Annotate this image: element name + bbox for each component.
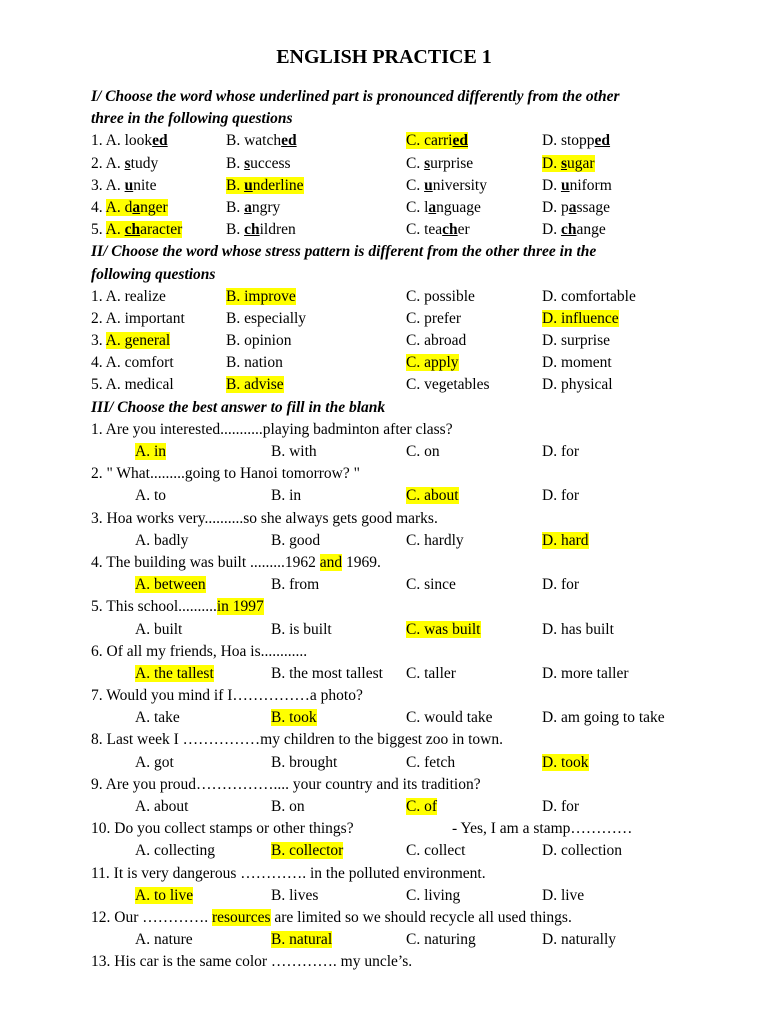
option: C. naturing — [406, 931, 476, 949]
option: B. success — [226, 154, 291, 172]
underlined-sound: a — [568, 198, 577, 216]
underlined-sound: s — [424, 154, 431, 172]
option: C. would take — [406, 709, 493, 727]
options-row — [91, 485, 751, 507]
answer-highlight: B. underline — [226, 176, 304, 194]
option: A. nature — [135, 931, 193, 949]
underlined-sound: a — [428, 198, 437, 216]
option — [226, 175, 304, 197]
question-row — [91, 130, 751, 152]
question-text — [91, 463, 751, 485]
option: A. take — [135, 709, 180, 727]
option: C. on — [406, 443, 440, 460]
question-stem: 8. Last week I ……………my children to the biggest zoo in town. — [91, 731, 503, 749]
option: A. about — [135, 798, 189, 815]
option — [406, 485, 459, 507]
option — [271, 840, 343, 862]
underlined-sound: u — [560, 176, 570, 194]
option — [271, 707, 317, 729]
option: A. got — [135, 753, 174, 771]
option — [542, 308, 619, 330]
option — [135, 441, 166, 463]
question-stem: 7. Would you mind if I……………a photo? — [91, 687, 363, 705]
worksheet-content — [91, 86, 751, 974]
option: C. collect — [406, 842, 466, 860]
question-text — [91, 685, 751, 707]
underlined-sound: u — [244, 176, 253, 194]
option — [406, 130, 468, 152]
option: D. uniform — [542, 176, 612, 194]
option: B. on — [271, 798, 305, 815]
question-row — [91, 197, 751, 219]
option — [226, 374, 284, 396]
question-stem: 2. " What.........going to Hanoi tomorrow? " — [91, 465, 360, 483]
underlined-sound: ch — [244, 221, 260, 239]
option — [542, 153, 595, 175]
question-row — [91, 374, 751, 396]
underlined-sound: u — [124, 176, 134, 194]
option — [135, 885, 193, 907]
question-text — [91, 596, 751, 618]
option: D. for — [542, 576, 580, 594]
option: B. brought — [271, 753, 338, 771]
option: C. abroad — [406, 332, 467, 350]
question-text — [91, 774, 751, 796]
question-text — [91, 907, 751, 929]
options-row — [91, 530, 751, 552]
question-row — [91, 175, 751, 197]
option — [406, 796, 437, 818]
option: B. is built — [271, 620, 332, 638]
option: 1. A. realize — [91, 287, 166, 305]
option: D. passage — [542, 198, 611, 216]
question-stem: 9. Are you proud…………….... your country and its tradition? — [91, 775, 481, 793]
option: C. language — [406, 198, 481, 216]
option: B. children — [226, 221, 296, 239]
options-row — [91, 441, 751, 463]
answer-highlight: B. collector — [271, 842, 344, 860]
options-row — [91, 707, 751, 729]
question-stem: 1. Are you interested...........playing badminton after class? — [91, 420, 453, 438]
options-row — [91, 840, 751, 862]
option: C. since — [406, 576, 456, 594]
underlined-sound: ed — [152, 132, 168, 150]
option: C. vegetables — [406, 376, 490, 394]
page-title: ENGLISH PRACTICE 1 — [276, 46, 492, 68]
question-row — [91, 286, 751, 308]
option: D. live — [542, 886, 585, 904]
answer-highlight: C. carried — [406, 132, 468, 150]
question-row — [91, 308, 751, 330]
answer-highlight: D. hard — [542, 531, 589, 549]
answer-highlight: C. of — [406, 798, 437, 815]
underlined-sound: ed — [281, 132, 297, 150]
option: C. teacher — [406, 221, 470, 239]
question-stem: 12. Our …………. resources are limited so we should recycle all used things. — [91, 908, 572, 926]
options-row — [91, 663, 751, 685]
answer-highlight: A. the tallest — [135, 664, 214, 682]
option: A. built — [135, 620, 183, 638]
option — [135, 574, 206, 596]
option: D. change — [542, 221, 606, 239]
option: D. physical — [542, 376, 613, 394]
option: C. hardly — [406, 531, 464, 549]
option: C. surprise — [406, 154, 474, 172]
section-heading: I/ Choose the word whose underlined part is pronounced differently from the other — [91, 88, 620, 105]
option — [542, 752, 589, 774]
underlined-sound: ch — [442, 221, 458, 239]
question-row — [91, 219, 751, 241]
option: C. prefer — [406, 309, 462, 327]
option: D. am going to take — [542, 709, 665, 727]
answer-highlight: D. took — [542, 753, 589, 771]
option: 5. A. character — [91, 221, 183, 239]
option: A. badly — [135, 531, 189, 549]
answer-highlight: A. character — [105, 221, 183, 239]
question-stem: 3. Hoa works very..........so she always gets good marks. — [91, 509, 438, 527]
option: D. moment — [542, 354, 612, 372]
section-3-heading — [91, 397, 751, 419]
underlined-sound: u — [424, 176, 433, 194]
underlined-sound: a — [132, 198, 141, 216]
question-row — [91, 153, 751, 175]
section-heading: III/ Choose the best answer to fill in the blank — [91, 398, 386, 416]
option: 4. A. comfort — [91, 354, 174, 372]
question-text — [91, 729, 751, 751]
option: C. university — [406, 176, 487, 194]
option: 2. A. study — [91, 154, 159, 172]
answer-highlight: A. danger — [105, 198, 168, 216]
option: D. for — [542, 487, 580, 505]
option: 5. A. medical — [91, 376, 174, 394]
answer-highlight: D. influence — [542, 309, 619, 327]
underlined-sound: s — [244, 154, 251, 172]
option: B. in — [271, 487, 302, 505]
option: 1. A. looked — [91, 132, 168, 150]
answer-highlight: B. took — [271, 709, 317, 727]
answer-highlight: A. to live — [135, 886, 194, 904]
option: B. from — [271, 576, 320, 594]
answer-highlight: C. about — [406, 487, 459, 505]
question-text — [91, 641, 751, 663]
option — [271, 929, 332, 951]
option: B. especially — [226, 309, 307, 327]
option: D. stopped — [542, 132, 611, 150]
options-row — [91, 929, 751, 951]
options-row — [91, 885, 751, 907]
highlight: and — [319, 553, 343, 571]
section-heading: following questions — [91, 265, 216, 283]
question-text — [91, 508, 751, 530]
option: D. for — [542, 443, 580, 460]
underlined-sound: ed — [594, 132, 611, 150]
option — [406, 619, 481, 641]
answer-highlight: D. sugar — [542, 154, 595, 172]
option: B. with — [271, 443, 317, 460]
question-stem: 6. Of all my friends, Hoa is............ — [91, 642, 308, 660]
option: D. surprise — [542, 332, 611, 350]
option: C. living — [406, 886, 461, 904]
option — [135, 663, 214, 685]
option: D. more taller — [542, 664, 629, 682]
question-stem: 10. Do you collect stamps or other things? — [91, 820, 354, 838]
question-text — [91, 951, 751, 973]
option: B. watched — [226, 132, 297, 150]
options-row — [91, 574, 751, 596]
question-stem: 5. This school..........in 1997 — [91, 598, 264, 616]
option: B. angry — [226, 198, 281, 216]
question-stem: 13. His car is the same color …………. my uncle’s. — [91, 953, 413, 971]
option — [406, 352, 459, 374]
section-heading: II/ Choose the word whose stress pattern is different from the other three in the — [91, 243, 597, 261]
underlined-sound: s — [560, 154, 567, 172]
option: A. to — [135, 487, 166, 505]
option: B. opinion — [226, 332, 292, 350]
answer-highlight: A. in — [135, 443, 166, 460]
underlined-sound: s — [124, 154, 131, 172]
option: 4. A. danger — [91, 198, 168, 216]
question-row — [91, 352, 751, 374]
option: 3. A. general — [91, 332, 171, 350]
option: C. possible — [406, 287, 475, 305]
underlined-sound: ch — [124, 221, 141, 239]
underlined-sound: ch — [560, 221, 577, 239]
option: 3. A. unite — [91, 176, 157, 194]
option: D. comfortable — [542, 287, 636, 305]
answer-highlight: C. apply — [406, 354, 459, 372]
option: D. has built — [542, 620, 614, 638]
option: D. naturally — [542, 931, 617, 949]
option: B. the most tallest — [271, 664, 383, 682]
underlined-sound: a — [244, 198, 252, 216]
question-text — [91, 818, 751, 840]
question-stem: 11. It is very dangerous …………. in the polluted environment. — [91, 864, 486, 882]
underlined-sound: ed — [452, 132, 468, 150]
question-row — [91, 330, 751, 352]
section-2-heading — [91, 241, 751, 263]
option: B. lives — [271, 886, 319, 904]
answer-highlight: B. advise — [226, 376, 284, 394]
options-row — [91, 796, 751, 818]
answer-highlight: A. between — [135, 576, 206, 594]
option — [542, 530, 589, 552]
answer-highlight: C. was built — [406, 620, 481, 638]
answer-highlight: A. general — [105, 332, 171, 350]
answer-highlight: B. improve — [226, 287, 296, 305]
option: A. collecting — [135, 842, 216, 860]
option — [226, 286, 296, 308]
question-text — [91, 863, 751, 885]
section-heading: three in the following questions — [91, 110, 293, 128]
option: B. nation — [226, 354, 283, 372]
option: 2. A. important — [91, 309, 185, 327]
reply-text: - Yes, I am a stamp………… — [452, 820, 633, 838]
question-text — [91, 552, 751, 574]
answer-highlight: B. natural — [271, 931, 333, 949]
section-1-heading-cont — [91, 108, 751, 130]
options-row — [91, 752, 751, 774]
section-1-heading — [91, 86, 751, 108]
option: C. taller — [406, 664, 456, 682]
highlight: resources — [211, 908, 271, 926]
question-stem: 4. The building was built .........1962 and 1969. — [91, 553, 381, 571]
section-2-heading-cont — [91, 264, 751, 286]
options-row — [91, 619, 751, 641]
question-text — [91, 419, 751, 441]
option: D. for — [542, 798, 580, 815]
option: C. fetch — [406, 753, 456, 771]
option: B. good — [271, 531, 321, 549]
highlight: in 1997 — [216, 598, 264, 616]
option: D. collection — [542, 842, 623, 860]
